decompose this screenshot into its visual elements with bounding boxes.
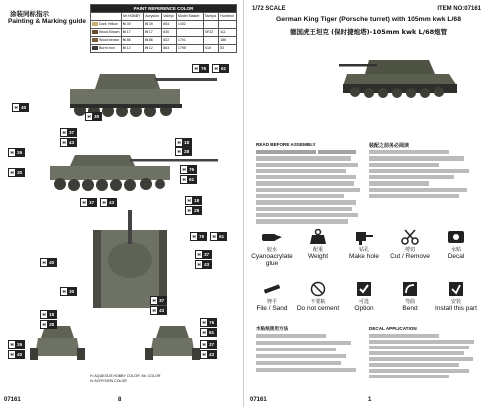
- drill-icon: [352, 228, 376, 246]
- paint-table-title: PAINT REFERENCE COLOR: [91, 5, 237, 13]
- tank-front-view: [30, 318, 85, 363]
- col-header: Acrysion: [144, 13, 162, 21]
- scissors-icon: [398, 228, 422, 246]
- bend-icon: [398, 280, 422, 298]
- paint-callout: H 18: [40, 310, 57, 319]
- paint-callout: H 37: [150, 296, 167, 305]
- read-before-cn: 装配之前务必阅读: [369, 143, 410, 149]
- paint-callout: H 30: [60, 287, 77, 296]
- footer-page: 1: [368, 397, 372, 403]
- icon-legend-option: 可选 Option: [342, 280, 386, 312]
- weight-icon: [306, 228, 330, 246]
- tank-rear-view: [145, 318, 200, 363]
- header-en: Painting & Marking guide: [8, 18, 87, 25]
- paint-callout: H 30: [8, 168, 25, 177]
- col-header: Vallejo: [162, 13, 177, 21]
- paint-callout: H 30: [85, 112, 102, 121]
- instructions-page: [244, 0, 487, 407]
- table-row: Burnt Iron N 12 N 12 863 1795 X10 53: [91, 45, 237, 53]
- paint-callout: H 40: [40, 258, 57, 267]
- paint-callout: H 26: [8, 340, 25, 349]
- icon-legend-decal: 水贴 Decal: [434, 228, 478, 260]
- title-cn: 德国虎王坦克 (保时捷炮塔)-105mm kwk L/68炮管: [289, 28, 448, 36]
- paint-callout: H 43: [60, 138, 77, 147]
- col-header: Tamiya: [203, 13, 219, 21]
- decal-app-cn: 水贴纸使用方法: [256, 327, 289, 332]
- glue-tube-icon: [260, 228, 284, 246]
- paint-callout: H 18: [175, 138, 192, 147]
- paint-callout: H 37: [200, 340, 217, 349]
- icon-legend-weight: 配重 Weight: [296, 228, 340, 260]
- table-row: Wood brown N 86 N 86 822 1701 186: [91, 37, 237, 45]
- icon-legend-file: 锉平 File / Sand: [250, 280, 294, 312]
- color-swatch: [92, 46, 98, 50]
- paint-callout: H 43: [100, 198, 117, 207]
- footer-code: 07161: [250, 397, 267, 403]
- no-glue-icon: [306, 280, 330, 298]
- paint-callout: H 76: [192, 64, 209, 73]
- icon-legend-bend: 弯曲 Bend: [388, 280, 432, 312]
- paint-reference-table: [90, 4, 237, 53]
- paint-callout: H 26: [8, 148, 25, 157]
- item-number: ITEM NO:07161: [437, 6, 481, 12]
- paint-callout: H 61: [180, 175, 197, 184]
- color-swatch: [92, 22, 98, 26]
- paint-callout: H 76: [180, 165, 197, 174]
- paint-callout: H 43: [195, 260, 212, 269]
- paint-callout: H 61: [200, 328, 217, 337]
- footer-code: 07161: [4, 397, 21, 403]
- paint-callout: H 61: [210, 232, 227, 241]
- read-before-en: READ BEFORE ASSEMBLY: [256, 142, 316, 147]
- decal-icon: [444, 228, 468, 246]
- paint-callout: H 40: [12, 103, 29, 112]
- color-swatch: [92, 38, 98, 42]
- paint-callout: H 43: [200, 350, 217, 359]
- paint-callout: H 37: [195, 250, 212, 259]
- paint-callout: H 28: [40, 320, 57, 329]
- icon-legend-glue: 胶水 Cyanoacrylate glue: [250, 228, 294, 267]
- color-legend: H: AQUEOUS HOBBY COLOR Mr. COLOR N: ACRYSION COLOR: [90, 374, 161, 383]
- paint-callout: H 76: [200, 318, 217, 327]
- color-swatch: [92, 30, 98, 34]
- icon-legend-do-not-cement: 不要粘 Do not cement: [296, 280, 340, 312]
- col-header: Mr.HOBBY: [122, 13, 144, 21]
- paint-callout: H 43: [150, 306, 167, 315]
- paint-callout: H 37: [80, 198, 97, 207]
- col-header: Model Master: [176, 13, 203, 21]
- header-cn: 涂装同标指示: [10, 10, 49, 18]
- paint-callout: H 40: [8, 350, 25, 359]
- paint-callout: H 37: [60, 128, 77, 137]
- icon-legend-cut: 剪切 Cut / Remove: [388, 228, 432, 260]
- paint-callout: H 28: [185, 206, 202, 215]
- file-icon: [260, 280, 284, 298]
- footer-page: 8: [118, 397, 122, 403]
- table-row: Wood Brown N 17 N 17 830 XF22 111: [91, 29, 237, 37]
- decal-app-en: DECAL APPLICATION: [369, 326, 417, 331]
- tank-top-view: [85, 210, 175, 310]
- paint-callout: H 76: [190, 232, 207, 241]
- install-icon: [444, 280, 468, 298]
- scale-label: 1/72 SCALE: [252, 6, 286, 12]
- paint-callout: H 18: [185, 196, 202, 205]
- table-row: Dark Yellow N 39 N 39 864 1402: [91, 21, 237, 29]
- tank-box-art: [339, 46, 484, 106]
- paint-callout: H 28: [175, 147, 192, 156]
- decal-steps-cn: [256, 334, 364, 375]
- icon-legend-make-hole: 钻孔 Make hole: [342, 228, 386, 260]
- paint-callout: H 61: [212, 64, 229, 73]
- english-instructions: [256, 150, 366, 226]
- option-icon: [352, 280, 376, 298]
- title-en: German King Tiger (Porsche turret) with 105mm kwk L/68: [276, 16, 461, 23]
- decal-steps-en: [369, 334, 481, 380]
- tank-side-view-left: [60, 64, 220, 124]
- icon-legend-install: 安装 Install this part: [434, 280, 478, 312]
- col-header: Humbrol: [219, 13, 237, 21]
- chinese-instructions: [369, 150, 479, 200]
